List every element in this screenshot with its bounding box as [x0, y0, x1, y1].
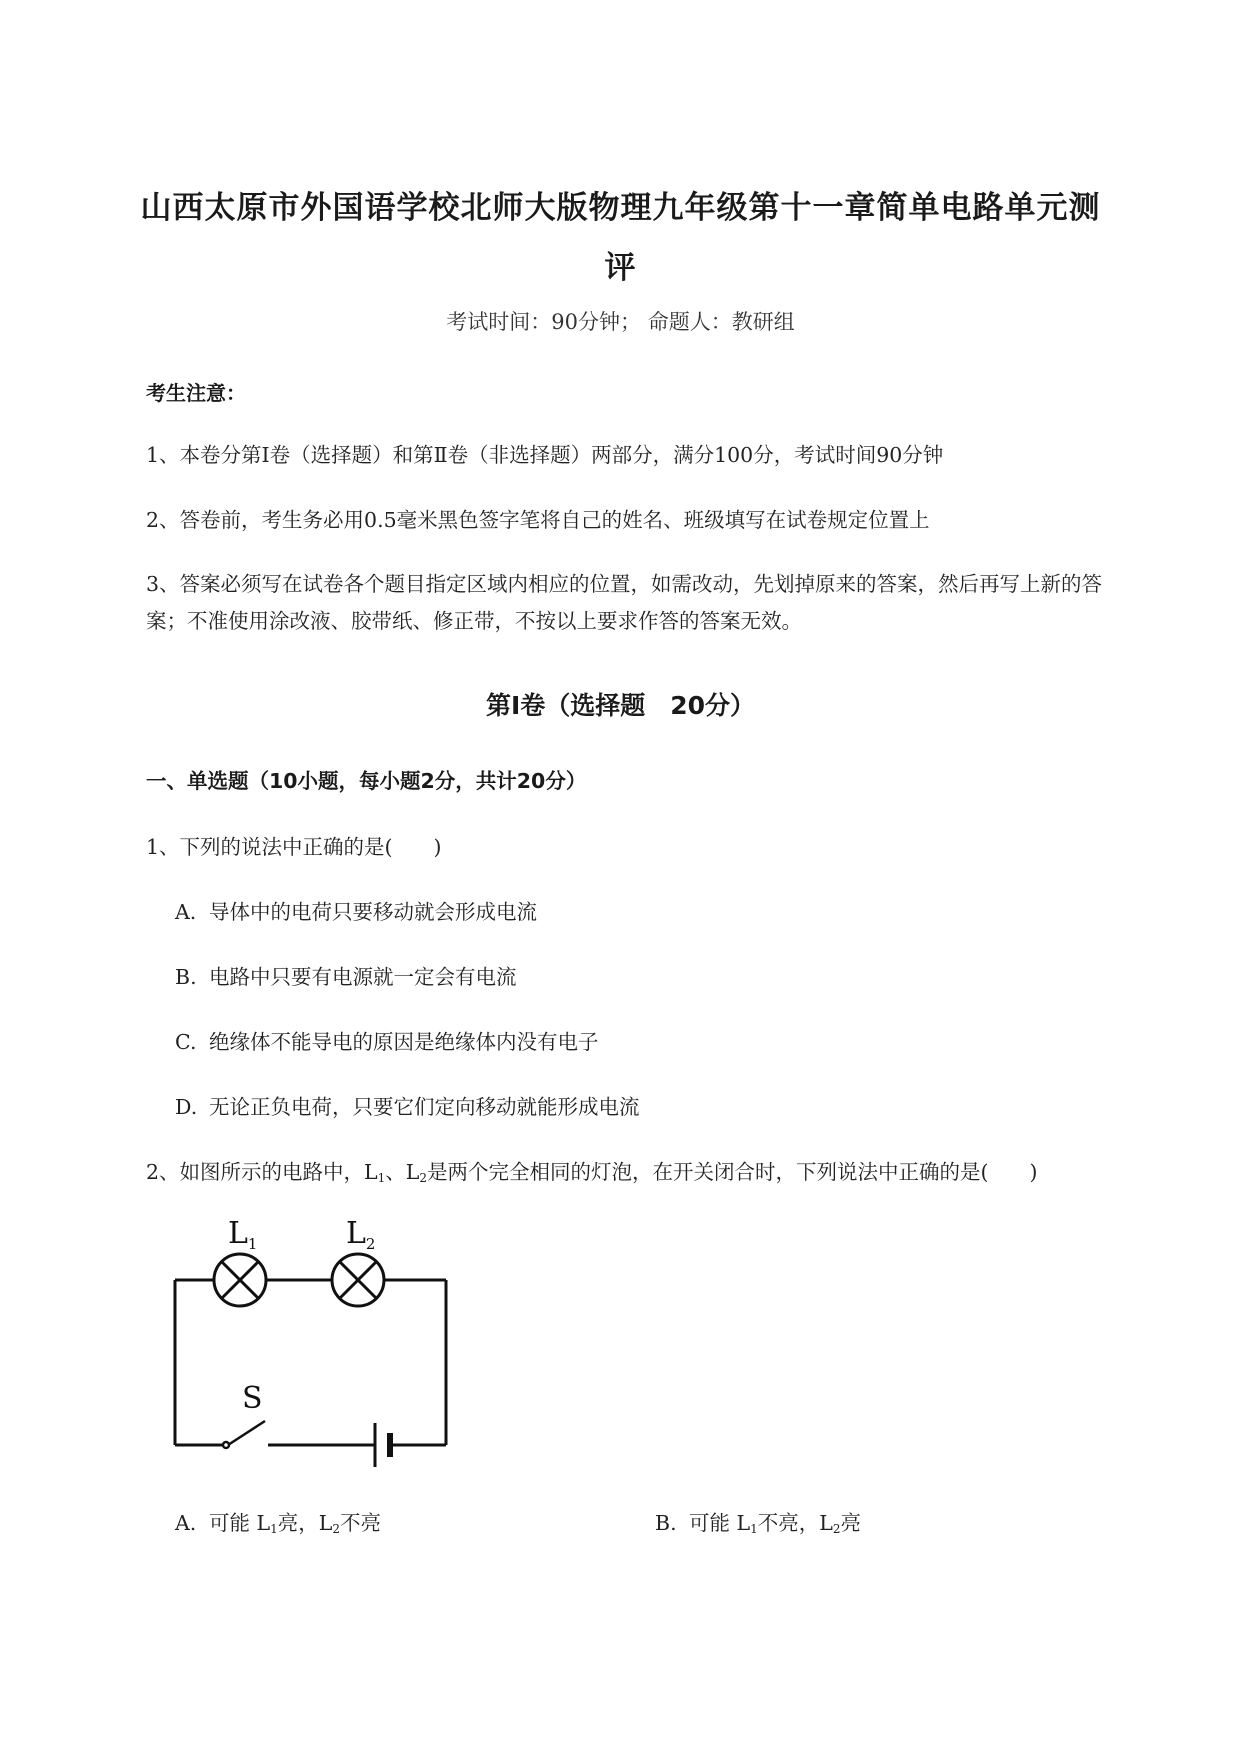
question-1-option-a[interactable] — [175, 895, 537, 925]
question-2-option-b[interactable]: B. 可能 $L_1$不亮，$L_2$亮 — [655, 1511, 862, 1536]
option-letter: A. — [175, 900, 197, 924]
question-1-stem: 1、下列的说法中正确的是( ) — [146, 835, 442, 859]
battery-icon — [375, 1423, 390, 1467]
option-letter: D. — [175, 1095, 198, 1119]
question-1-option-b[interactable] — [175, 960, 517, 990]
question-2-option-a[interactable]: A. 可能 $L_1$亮，$L_2$不亮 — [175, 1511, 382, 1536]
option-text: 无论正负电荷，只要它们定向移动就能形成电流 — [209, 1095, 640, 1119]
option-text: 导体中的电荷只要移动就会形成电流 — [209, 900, 537, 924]
question-2-stem: 2、如图所示的电路中，$L_1$、$L_2$是两个完全相同的灯泡，在开关闭合时，下列说法中正确的是( ) — [146, 1160, 1038, 1185]
section-title: 第I卷（选择题 20分） — [485, 691, 756, 720]
switch-label: S — [242, 1381, 263, 1416]
question-1-option-c[interactable] — [175, 1025, 599, 1055]
notice-item-2: 2、答卷前，考生务必用0.5毫米黑色签字笔将自己的姓名、班级填写在试卷规定位置上 — [146, 508, 930, 532]
option-letter: B. — [175, 965, 197, 989]
switch-icon — [223, 1421, 265, 1448]
lamp-2-icon — [332, 1254, 384, 1306]
option-text: 电路中只要有电源就一定会有电流 — [209, 965, 517, 989]
document-title: 山西太原市外国语学校北师大版物理九年级第十一章简单电路单元测评 — [140, 190, 1101, 286]
circuit-diagram — [150, 1205, 470, 1485]
question-1-option-d[interactable] — [175, 1090, 640, 1120]
notice-item-1: 1、本卷分第I卷（选择题）和第Ⅱ卷（非选择题）两部分，满分100分，考试时间90分钟 — [146, 443, 944, 467]
exam-meta: 考试时间：90分钟； 命题人：教研组 — [446, 310, 795, 334]
lamp-1-icon — [214, 1254, 266, 1306]
lamp-1-label: $L_1$ — [228, 1216, 258, 1253]
lamp-2-label: $L_2$ — [346, 1216, 376, 1253]
option-letter: C. — [175, 1030, 197, 1054]
part-heading: 一、单选题（10小题，每小题2分，共计20分） — [146, 769, 587, 793]
option-text: 绝缘体不能导电的原因是绝缘体内没有电子 — [209, 1030, 599, 1054]
notice-heading: 考生注意： — [146, 381, 246, 405]
notice-item-3: 3、答案必须写在试卷各个题目指定区域内相应的位置，如需改动，先划掉原来的答案，然后再写上新的答案；不准使用涂改液、胶带纸、修正带，不按以上要求作答的答案无效。 — [146, 572, 1103, 633]
